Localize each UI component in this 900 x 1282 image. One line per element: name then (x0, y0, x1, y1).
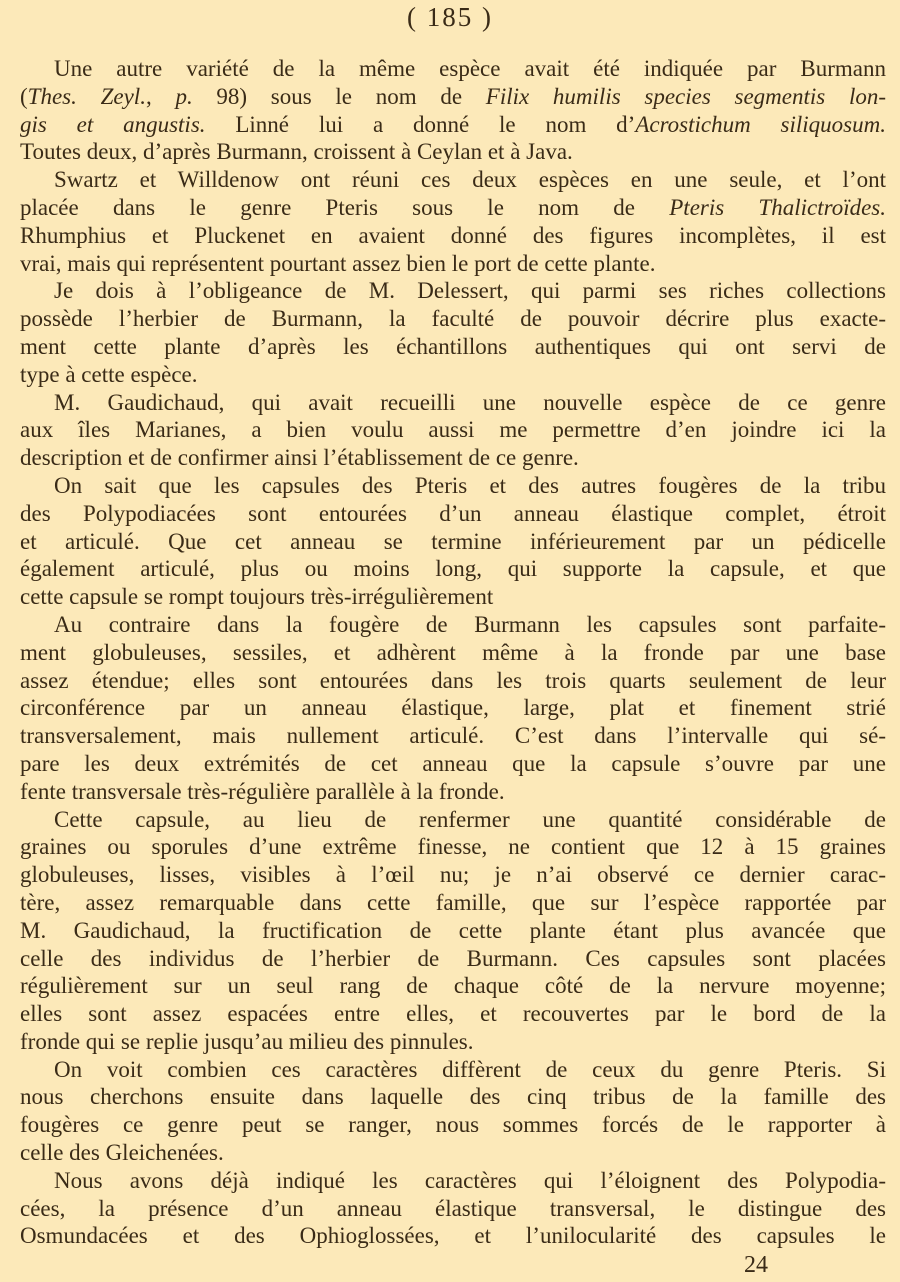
text-line (20, 639, 886, 667)
text-segment: placée dans le genre Pteris sous le nom de (20, 194, 670, 220)
text-line (20, 972, 886, 1000)
text-segment: des Polypodiacées sont entourées d’un anneau élastique complet, étroit (20, 500, 886, 526)
text-line (20, 917, 886, 945)
text-segment: tère, assez remarquable dans cette famille, que sur l’espèce rapportée par (20, 889, 886, 915)
text-line (20, 806, 886, 834)
text-segment: assez étendue; elles sont entourées dans les trois quarts seulement de leur (20, 667, 886, 693)
text-segment: Au contraire dans la fougère de Burmann les capsules sont parfaite- (54, 611, 886, 637)
text-line (20, 583, 886, 611)
page-number: ( 185 ) (407, 2, 493, 32)
text-line (20, 1056, 886, 1084)
text-segment: fronde qui se replie jusqu’au milieu des pinnules. (20, 1028, 474, 1054)
text-line (20, 1195, 886, 1223)
text-line (20, 111, 886, 139)
text-segment: Nous avons déjà indiqué les caractères qui l’éloignent des Polypodia- (54, 1167, 886, 1193)
text-segment: Osmundacées et des Ophioglossées, et l’unilocularité des capsules le (20, 1223, 886, 1249)
text-segment: transversalement, mais nullement articulé. C’est dans l’intervalle qui sé- (20, 723, 886, 749)
text-segment: vrai, mais qui représentent pourtant assez bien le port de cette plante. (20, 250, 656, 276)
text-segment: Je dois à l’obligeance de M. Delessert, qui parmi ses riches collections (54, 278, 886, 304)
text-line (20, 1083, 886, 1111)
text-line (20, 1222, 886, 1250)
text-segment: et articulé. Que cet anneau se termine inférieurement par un pédicelle (20, 528, 886, 554)
text-segment: ment cette plante d’après les échantillons authentiques qui ont servi de (20, 333, 886, 359)
italic-text: Acrostichum siliquosum. (635, 111, 886, 137)
text-segment: 98) sous le nom de (192, 83, 486, 109)
text-line (20, 945, 886, 973)
text-segment: ment globuleuses, sessiles, et adhèrent même à la fronde par une base (20, 639, 886, 665)
text-line (20, 861, 886, 889)
text-segment: possède l’herbier de Burmann, la faculté de pouvoir décrire plus exacte- (20, 306, 886, 332)
text-segment: cette capsule se rompt toujours très-irrégulièrement (20, 584, 494, 610)
text-segment: Swartz et Willdenow ont réuni ces deux espèces en une seule, et l’ont (54, 167, 886, 193)
body-text (20, 55, 886, 1250)
text-line (20, 778, 886, 806)
text-line (20, 750, 886, 778)
text-line (20, 528, 886, 556)
text-line (20, 500, 886, 528)
text-segment: Rhumphius et Pluckenet en avaient donné des figures incomplètes, il est (20, 222, 886, 248)
text-segment: ( (20, 83, 28, 109)
text-line (20, 555, 886, 583)
text-segment: elles sont assez espacées entre elles, et recouvertes par le bord de la (20, 1001, 886, 1027)
text-segment: Cette capsule, au lieu de renfermer une quantité considérable de (54, 806, 886, 832)
text-segment: globuleuses, lisses, visibles à l’œil nu; je n’ai observé ce dernier carac- (20, 862, 886, 888)
text-segment: nous cherchons ensuite dans laquelle des cinq tribus de la famille des (20, 1084, 886, 1110)
text-line (20, 833, 886, 861)
text-line (20, 416, 886, 444)
text-line (20, 83, 886, 111)
text-segment: M. Gaudichaud, qui avait recueilli une nouvelle espèce de ce genre (54, 389, 886, 415)
text-line (20, 1000, 886, 1028)
text-segment: description et de confirmer ainsi l’établissement de ce genre. (20, 445, 579, 471)
text-line (20, 194, 886, 222)
text-segment: également articulé, plus ou moins long, qui supporte la capsule, et que (20, 556, 886, 582)
text-line (20, 166, 886, 194)
text-segment: Linné lui a donné le nom d’ (205, 111, 636, 137)
text-segment: celle des Gleichenées. (20, 1140, 224, 1166)
text-segment: Une autre variété de la même espèce avait été indiquée par Burmann (54, 56, 886, 81)
text-segment: fougères ce genre peut se ranger, nous sommes forcés de le rapporter à (20, 1112, 886, 1138)
italic-text: gis et angustis. (20, 111, 206, 137)
text-line (20, 333, 886, 361)
text-line (20, 1139, 886, 1167)
text-segment: Toutes deux, d’après Burmann, croissent à Ceylan et à Java. (20, 139, 573, 165)
text-line (20, 361, 886, 389)
text-line (20, 1028, 886, 1056)
text-line (20, 722, 886, 750)
text-line (20, 444, 886, 472)
text-line (20, 250, 886, 278)
text-line (20, 277, 886, 305)
text-segment: type à cette espèce. (20, 361, 198, 387)
text-line (20, 1111, 886, 1139)
text-segment: pare les deux extrémités de cet anneau que la capsule s’ouvre par une (20, 750, 886, 776)
text-segment: régulièrement sur un seul rang de chaque côté de la nervure moyenne; (20, 973, 886, 999)
text-line (20, 138, 886, 166)
text-segment: circonférence par un anneau élastique, large, plat et finement strié (20, 695, 886, 721)
signature-mark: 24 (744, 1252, 768, 1278)
italic-text: Pteris Thalictroïdes. (669, 194, 887, 220)
text-segment: celle des individus de l’herbier de Burmann. Ces capsules sont placées (20, 945, 886, 971)
text-segment: graines ou sporules d’une extrême finesse, ne contient que 12 à 15 graines (20, 834, 886, 860)
text-line (20, 472, 886, 500)
text-line (20, 1167, 886, 1195)
text-segment: , (145, 83, 176, 109)
text-line (20, 222, 886, 250)
text-line (20, 55, 886, 83)
text-segment: aux îles Marianes, a bien voulu aussi me permettre d’en joindre ici la (20, 417, 886, 443)
text-line (20, 694, 886, 722)
italic-text: p. (175, 83, 193, 109)
text-line (20, 667, 886, 695)
text-segment: M. Gaudichaud, la fructification de cette plante étant plus avancée que (20, 917, 886, 943)
text-segment: fente transversale très-régulière parallèle à la fronde. (20, 778, 505, 804)
text-segment: On sait que les capsules des Pteris et des autres fougères de la tribu (54, 472, 886, 498)
text-line (20, 389, 886, 417)
italic-text: Thes. Zeyl. (27, 83, 146, 109)
text-line (20, 889, 886, 917)
text-segment: cées, la présence d’un anneau élastique transversal, le distingue des (20, 1195, 886, 1221)
text-line (20, 305, 886, 333)
text-segment: On voit combien ces caractères diffèrent de ceux du genre Pteris. Si (54, 1056, 886, 1082)
text-line (20, 611, 886, 639)
italic-text: Filix humilis species segmentis lon- (485, 83, 887, 109)
